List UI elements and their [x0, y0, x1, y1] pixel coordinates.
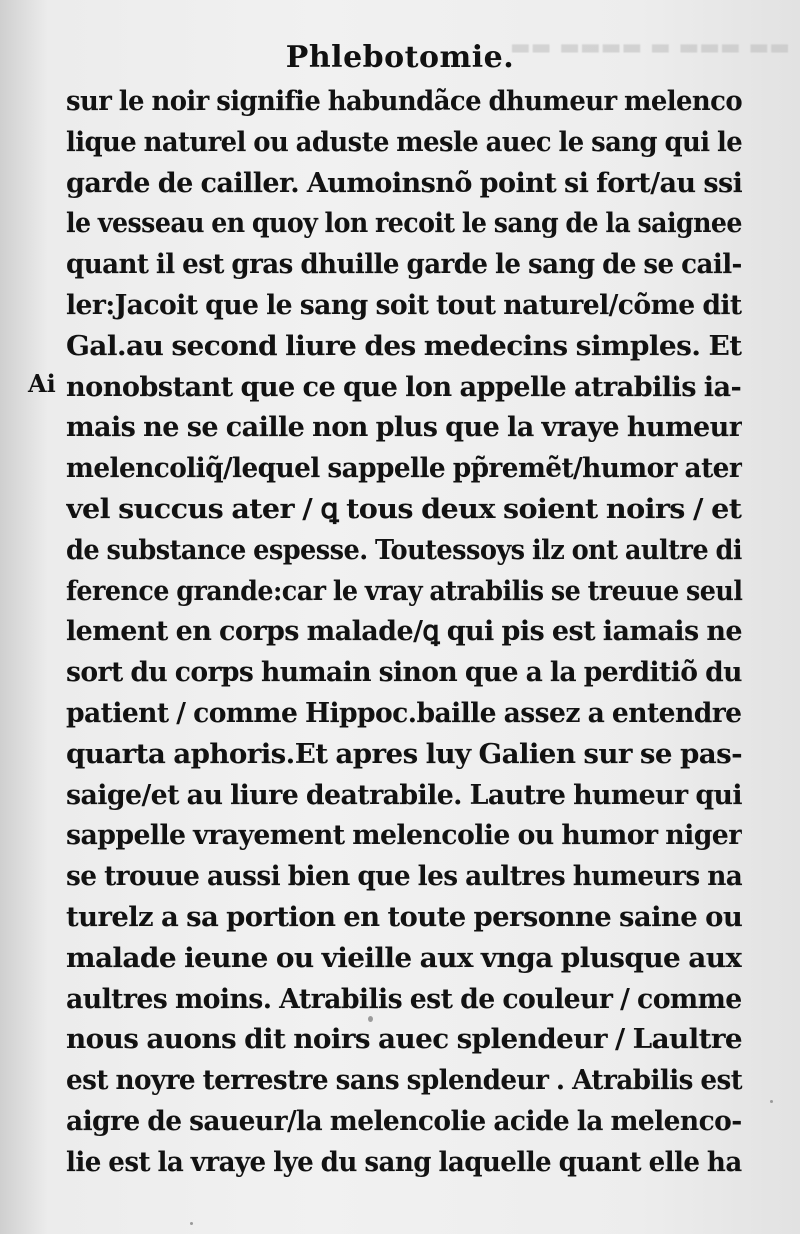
text-line: se trouue aussi bien que les aultres humeurs na	[66, 861, 743, 893]
text-line: aigre de saueur/la melencolie acide la melenco-	[66, 1105, 742, 1137]
text-line: nonobstant que ce que lon appelle atrabilis ia-	[66, 371, 742, 403]
text-line: nous auons dit noirs auec splendeur / Laultre	[66, 1024, 742, 1056]
text-line: mais ne se caille non plus que la vraye humeur	[66, 412, 743, 444]
running-head: Phlebotomie.	[285, 40, 515, 75]
text-line: lie est la vraye lye du sang laquelle quant elle ha	[66, 1146, 742, 1178]
text-line: quant il est gras dhuille garde le sang de se cail-	[66, 249, 742, 281]
text-line: ference grande:car le vray atrabilis se treuue seul	[66, 575, 743, 607]
text-line: quarta aphoris.Et apres luy Galien sur se pas-	[66, 738, 742, 770]
text-line: patient / comme Hippoc.baille assez a entendre	[66, 697, 742, 729]
text-line: ler:Jacoit que le sang soit tout naturel/cõme dit	[66, 289, 742, 321]
text-line: est noyre terrestre sans splendeur . Atrabilis est	[66, 1065, 743, 1097]
text-line: de substance espesse. Toutessoys ilz ont aultre di	[66, 534, 742, 566]
show-through-text: ▬▬ ▬▬▬ ▬ ▬▬▬▬ ▬▬	[509, 34, 790, 60]
text-line: turelz a sa portion en toute personne saine ou	[66, 901, 742, 933]
text-line: melencoliq̃/lequel sappelle pp̃remẽt/humor ater	[66, 453, 743, 485]
text-line: malade ieune ou vieille aux vnga plusque aux	[66, 942, 742, 974]
margin-note: Ai	[28, 369, 56, 398]
text-line: saige/et au liure deatrabile. Lautre humeur qui	[66, 779, 742, 811]
text-line: garde de cailler. Aumoinsnõ point si fort/au ssi	[66, 167, 743, 199]
text-line: lique naturel ou aduste mesle auec le sang qui le	[66, 126, 743, 158]
paper-speck	[368, 1016, 373, 1022]
paper-speck	[770, 1100, 773, 1103]
paper-speck	[190, 1222, 193, 1225]
text-line: sappelle vrayement melencolie ou humor niger	[66, 820, 742, 852]
text-line: sort du corps humain sinon que a la perditiõ du	[66, 657, 742, 689]
text-line: lement en corps malade/ꝗ qui pis est iamais ne	[66, 616, 742, 648]
body-text	[66, 82, 746, 1184]
text-line: Gal.au second liure des medecins simples. Et	[66, 330, 742, 362]
text-line: sur le noir signifie habundãce dhumeur melenco	[66, 86, 743, 117]
text-line: aultres moins. Atrabilis est de couleur / comme	[66, 983, 742, 1015]
text-line: le vesseau en quoy lon recoit le sang de la saignee	[66, 208, 742, 240]
text-line: vel succus ater / ꝗ tous deux soient noirs / et	[66, 493, 742, 525]
